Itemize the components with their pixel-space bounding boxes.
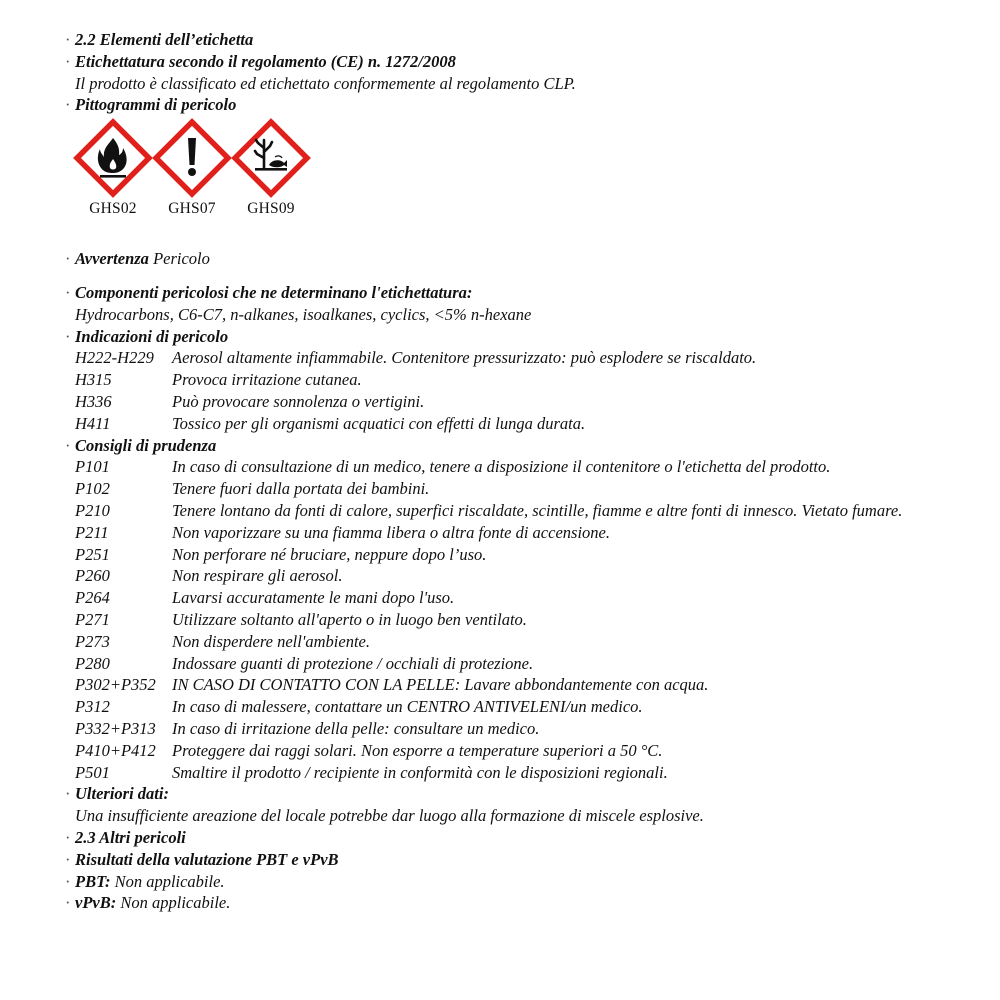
precautionary-text: In caso di consultazione di un medico, tenere a disposizione il contenitore o l'etichetta del prodotto. bbox=[172, 457, 831, 477]
pictogram-code: GHS07 bbox=[168, 200, 216, 218]
precautionary-text: Utilizzare soltanto all'aperto o in luogo ben ventilato. bbox=[172, 609, 527, 629]
precautionary-code: P312 bbox=[75, 697, 110, 717]
precautionary-code: P280 bbox=[75, 653, 110, 673]
bullet: · bbox=[65, 871, 71, 891]
precautionary-code: P101 bbox=[75, 457, 110, 477]
bullet: · bbox=[65, 893, 71, 913]
precautionary-statement-row bbox=[65, 478, 965, 500]
precautionary-code: P211 bbox=[75, 522, 109, 542]
precautionary-text: Tenere lontano da fonti di calore, superfici riscaldate, scintille, fiamme e altre fonti di innesco. Vietato fumare. bbox=[172, 500, 903, 520]
precautionary-text: Non perforare né bruciare, neppure dopo l’uso. bbox=[172, 544, 487, 564]
precautionary-code: P302+P352 bbox=[75, 675, 156, 695]
hazard-statement-row bbox=[65, 369, 965, 391]
further-data-value: Una insufficiente areazione del locale potrebbe dar luogo alla formazione di miscele esplosive. bbox=[75, 806, 704, 826]
pictograms-heading bbox=[65, 94, 965, 116]
precautionary-statement-row bbox=[65, 653, 965, 675]
precautionary-statement-row bbox=[65, 522, 965, 544]
bullet: · bbox=[65, 326, 71, 346]
pbt-result bbox=[65, 871, 965, 893]
precautionary-text: Proteggere dai raggi solari. Non esporre a temperature superiori a 50 °C. bbox=[172, 740, 663, 760]
precautionary-code: P210 bbox=[75, 500, 110, 520]
hazard-statement-row bbox=[65, 347, 965, 369]
section-title: 2.2 Elementi dell’etichetta bbox=[75, 30, 254, 49]
labelling-text-value: Il prodotto è classificato ed etichettato conformemente al regolamento CLP. bbox=[75, 73, 576, 93]
pictogram-code: GHS09 bbox=[247, 200, 295, 218]
bullet: · bbox=[65, 95, 71, 115]
pbt-assessment-heading-text: Risultati della valutazione PBT e vPvB bbox=[75, 849, 339, 869]
precautionary-statement-row bbox=[65, 762, 965, 784]
hazard-text: Provoca irritazione cutanea. bbox=[172, 370, 362, 390]
precautionary-code: P273 bbox=[75, 631, 110, 651]
precautionary-heading-text: Consigli di prudenza bbox=[75, 435, 217, 455]
hazard-statements-heading-text: Indicazioni di pericolo bbox=[75, 326, 229, 346]
bullet: · bbox=[65, 435, 71, 455]
hazard-statements-heading bbox=[65, 326, 965, 348]
precautionary-statements-list bbox=[65, 456, 965, 783]
flame-icon bbox=[73, 118, 153, 198]
pictogram-ghs09 bbox=[231, 118, 311, 218]
hazard-statement-row bbox=[65, 391, 965, 413]
bullet: · bbox=[65, 282, 71, 302]
hazardous-components-text bbox=[65, 304, 965, 326]
hazard-pictograms bbox=[65, 118, 965, 236]
vpvb-result bbox=[65, 892, 965, 914]
environment-icon bbox=[231, 118, 311, 198]
pictogram-ghs02 bbox=[73, 118, 153, 218]
precautionary-code: P501 bbox=[75, 762, 110, 782]
signal-word bbox=[65, 248, 965, 270]
precautionary-statement-row bbox=[65, 456, 965, 478]
labelling-heading-text: Etichettatura secondo il regolamento (CE) n. 1272/2008 bbox=[75, 51, 456, 71]
section-heading-2-2 bbox=[65, 29, 965, 51]
bullet: · bbox=[65, 249, 71, 269]
precautionary-code: P332+P313 bbox=[75, 718, 156, 738]
section-heading-2-3 bbox=[65, 827, 965, 849]
bullet: · bbox=[65, 827, 71, 847]
further-data-heading-text: Ulteriori dati: bbox=[75, 784, 169, 804]
hazard-code: H411 bbox=[75, 413, 111, 433]
precautionary-text: Lavarsi accuratamente le mani dopo l'uso. bbox=[172, 588, 455, 608]
signal-word-label: Avvertenza bbox=[75, 249, 149, 269]
hazard-code: H222-H229 bbox=[75, 348, 154, 368]
precautionary-statement-row bbox=[65, 609, 965, 631]
precautionary-code: P410+P412 bbox=[75, 740, 156, 760]
bullet: · bbox=[65, 51, 71, 71]
hazardous-components-heading-text: Componenti pericolosi che ne determinano l'etichettatura: bbox=[75, 282, 473, 302]
precautionary-text: In caso di irritazione della pelle: consultare un medico. bbox=[172, 718, 540, 738]
precautionary-code: P271 bbox=[75, 609, 110, 629]
precautionary-text: Non vaporizzare su una fiamma libera o altra fonte di accensione. bbox=[172, 522, 610, 542]
bullet: · bbox=[65, 784, 71, 804]
pbt-value: Non applicabile. bbox=[114, 871, 225, 891]
further-data-text bbox=[65, 805, 965, 827]
precautionary-text: Smaltire il prodotto / recipiente in conformità con le disposizioni regionali. bbox=[172, 762, 668, 782]
precautionary-statements-heading bbox=[65, 435, 965, 457]
precautionary-statement-row bbox=[65, 740, 965, 762]
hazard-text: Tossico per gli organismi acquatici con effetti di lunga durata. bbox=[172, 413, 586, 433]
precautionary-code: P260 bbox=[75, 566, 110, 586]
precautionary-statement-row bbox=[65, 544, 965, 566]
bullet: · bbox=[65, 849, 71, 869]
hazardous-components-value: Hydrocarbons, C6-C7, n-alkanes, isoalkanes, cyclics, <5% n-hexane bbox=[75, 304, 532, 324]
precautionary-statement-row bbox=[65, 674, 965, 696]
hazard-code: H336 bbox=[75, 391, 112, 411]
precautionary-text: Tenere fuori dalla portata dei bambini. bbox=[172, 479, 430, 499]
vpvb-value: Non applicabile. bbox=[120, 893, 231, 913]
labelling-text bbox=[65, 73, 965, 95]
hazard-text: Può provocare sonnolenza o vertigini. bbox=[172, 391, 425, 411]
precautionary-text: Non disperdere nell'ambiente. bbox=[172, 631, 370, 651]
hazard-text: Aerosol altamente infiammabile. Contenitore pressurizzato: può esplodere se riscaldato. bbox=[172, 348, 757, 368]
pbt-assessment-heading bbox=[65, 849, 965, 871]
precautionary-statement-row bbox=[65, 500, 965, 522]
further-data-heading bbox=[65, 783, 965, 805]
hazard-statements-list bbox=[65, 347, 965, 434]
precautionary-statement-row bbox=[65, 718, 965, 740]
precautionary-statement-row bbox=[65, 565, 965, 587]
precautionary-text: Non respirare gli aerosol. bbox=[172, 566, 343, 586]
vpvb-label: vPvB: bbox=[75, 893, 117, 913]
exclamation-mark-icon bbox=[152, 118, 232, 198]
pictogram-ghs07 bbox=[152, 118, 232, 218]
precautionary-text: IN CASO DI CONTATTO CON LA PELLE: Lavare abbondantemente con acqua. bbox=[172, 675, 709, 695]
precautionary-code: P251 bbox=[75, 544, 110, 564]
pbt-label: PBT: bbox=[75, 871, 111, 891]
labelling-heading bbox=[65, 51, 965, 73]
precautionary-statement-row bbox=[65, 631, 965, 653]
precautionary-text: Indossare guanti di protezione / occhiali di protezione. bbox=[172, 653, 534, 673]
pictogram-code: GHS02 bbox=[89, 200, 137, 218]
signal-word-value: Pericolo bbox=[153, 249, 210, 269]
hazardous-components-heading bbox=[65, 282, 965, 304]
safety-data-sheet-section-2 bbox=[65, 29, 965, 914]
hazard-code: H315 bbox=[75, 370, 112, 390]
precautionary-statement-row bbox=[65, 587, 965, 609]
precautionary-text: In caso di malessere, contattare un CENTRO ANTIVELENI/un medico. bbox=[172, 697, 643, 717]
pictograms-heading-text: Pittogrammi di pericolo bbox=[75, 95, 237, 115]
precautionary-code: P264 bbox=[75, 588, 110, 608]
hazard-statement-row bbox=[65, 413, 965, 435]
precautionary-statement-row bbox=[65, 696, 965, 718]
section-title: 2.3 Altri pericoli bbox=[75, 827, 186, 847]
bullet: · bbox=[65, 30, 71, 49]
precautionary-code: P102 bbox=[75, 479, 110, 499]
